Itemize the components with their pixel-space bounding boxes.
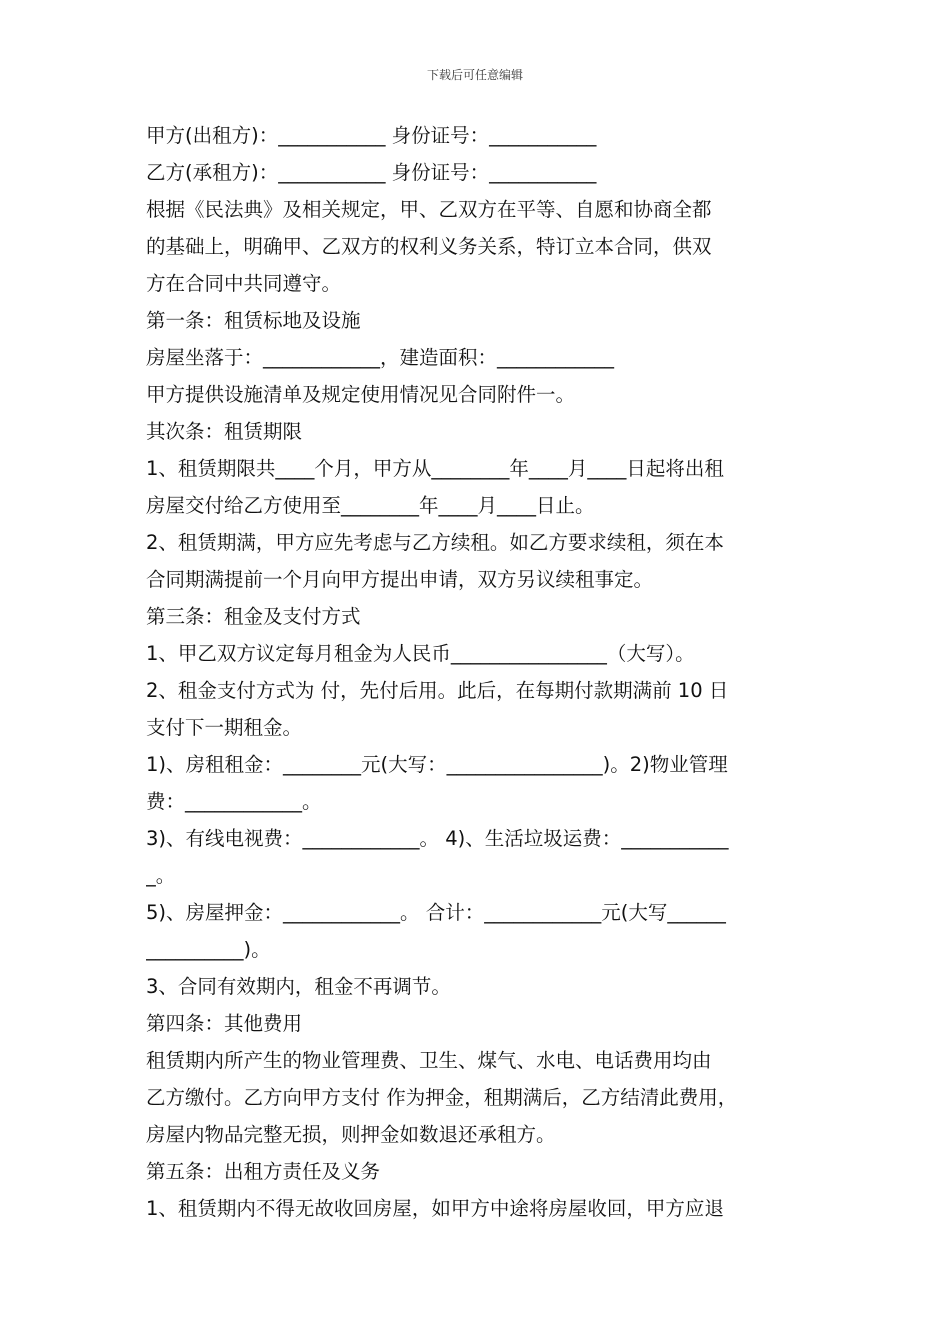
text-line: 租赁期内所产生的物业管理费、卫生、煤气、水电、电话费用均由 — [146, 1049, 712, 1072]
contract-body — [146, 117, 816, 1227]
text-line: 甲方提供设施清单及规定使用情况见合同附件一。 — [146, 383, 576, 406]
text-line: 3)、有线电视费：____________。 4)、生活垃圾运费：___________ — [146, 827, 729, 850]
text-line: _。 — [146, 864, 176, 887]
text-line: 乙方(承租方)：___________ 身份证号：___________ — [146, 161, 597, 184]
text-line: 房屋内物品完整无损，则押金如数退还承租方。 — [146, 1123, 556, 1146]
section-heading: 第三条：租金及支付方式 — [146, 605, 361, 628]
text-line: 房屋坐落于：____________，建造面积：____________ — [146, 346, 615, 369]
text-line: 3、合同有效期内，租金不再调节。 — [146, 975, 451, 998]
section-heading: 第五条：出租方责任及义务 — [146, 1160, 381, 1183]
section-heading: 第四条：其他费用 — [146, 1012, 303, 1035]
text-line: 费：____________。 — [146, 790, 322, 813]
text-line: 1、甲乙双方议定每月租金为人民币________________（大写）。 — [146, 642, 695, 665]
text-line: 1、租赁期限共____个月，甲方从________年____月____日起将出租 — [146, 457, 724, 480]
text-line: 的基础上，明确甲、乙双方的权利义务关系，特订立本合同，供双 — [146, 235, 712, 258]
text-line: 甲方(出租方)：___________ 身份证号：___________ — [146, 124, 597, 147]
text-line: 1、租赁期内不得无故收回房屋，如甲方中途将房屋收回，甲方应退 — [146, 1197, 724, 1220]
section-heading: 其次条：租赁期限 — [146, 420, 303, 443]
text-line: 方在合同中共同遵守。 — [146, 272, 342, 295]
text-line: __________)。 — [146, 938, 271, 961]
text-line: 2、租赁期满，甲方应先考虑与乙方续租。如乙方要求续租，须在本 — [146, 531, 724, 554]
text-line: 房屋交付给乙方使用至________年____月____日止。 — [146, 494, 595, 517]
text-line: 根据《民法典》及相关规定，甲、乙双方在平等、自愿和协商全都 — [146, 198, 712, 221]
text-line: 乙方缴付。乙方向甲方支付 作为押金，租期满后，乙方结清此费用， — [146, 1086, 738, 1109]
text-line: 1)、房租租金：________元(大写：________________)。2)物业管理 — [146, 753, 728, 776]
section-heading: 第一条：租赁标地及设施 — [146, 309, 361, 332]
text-line: 5)、房屋押金：____________。 合计：____________元(大写______ — [146, 901, 726, 924]
text-line: 支付下一期租金。 — [146, 716, 303, 739]
text-line: 2、租金支付方式为 付，先付后用。此后，在每期付款期满前 10 日 — [146, 679, 729, 702]
text-line: 合同期满提前一个月向甲方提出申请，双方另议续租事定。 — [146, 568, 654, 591]
page-header-note: 下载后可任意编辑 — [426, 68, 523, 82]
